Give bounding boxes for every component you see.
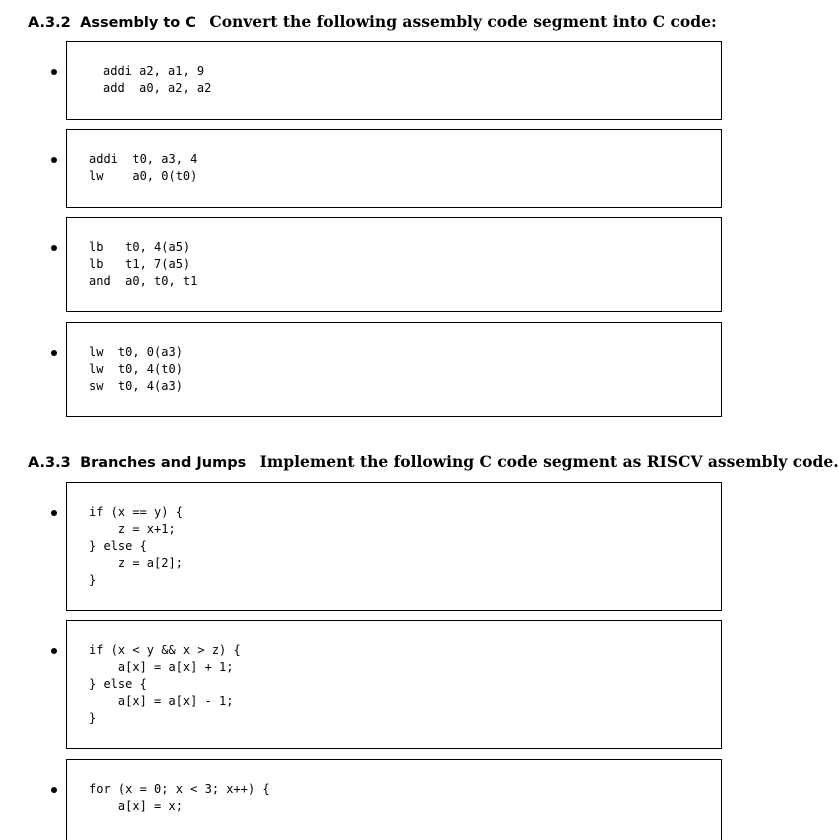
bullet-icon [51,350,57,356]
section-description: Implement the following C code segment as RISCV assembly code. [259,452,839,471]
bullet-icon [51,648,57,654]
bullet-icon [51,787,57,793]
code-block: addi t0, a3, 4 lw a0, 0(t0) [89,152,198,183]
code-block: for (x = 0; x < 3; x++) { a[x] = x; [89,782,270,813]
section-number: A.3.2 [28,15,71,31]
section-description: Convert the following assembly code segment into C code: [209,12,717,31]
section-title: Assembly to C [80,15,196,31]
section-heading-a33 [28,452,839,473]
section-number: A.3.3 [28,455,71,471]
code-block: lb t0, 4(a5) lb t1, 7(a5) and a0, t0, t1 [89,240,198,288]
code-block: if (x == y) { z = x+1; } else { z = a[2]; } [89,505,183,587]
code-block: lw t0, 0(a3) lw t0, 4(t0) sw t0, 4(a3) [89,345,183,393]
code-block: if (x < y && x > z) { a[x] = a[x] + 1; } else { a[x] = a[x] - 1; } [89,643,241,725]
section-title: Branches and Jumps [80,455,247,471]
section-heading-a32 [28,12,717,33]
code-block: addi a2, a1, 9 add a0, a2, a2 [103,64,212,95]
bullet-icon [51,245,57,251]
bullet-icon [51,69,57,75]
bullet-icon [51,510,57,516]
bullet-icon [51,157,57,163]
